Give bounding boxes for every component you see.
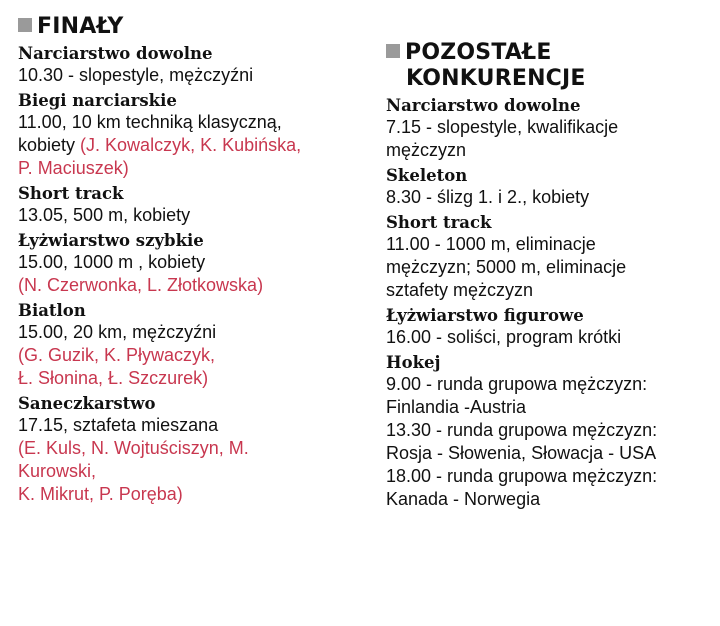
athlete-names: (G. Guzik, K. Pływaczyk, — [18, 345, 216, 365]
event-text — [386, 116, 716, 162]
athlete-names: (J. Kowalczyk, K. Kubińska, — [80, 135, 302, 155]
event-line: kobiety — [18, 135, 81, 155]
event-text — [18, 321, 368, 390]
event-line: Rosja - Słowenia, Słowacja - USA — [386, 443, 657, 463]
sport-name: Short track — [18, 184, 124, 203]
event-line: 11.00 - 1000 m, eliminacje — [386, 234, 596, 254]
event-line: 15.00, 20 km, mężczyźni — [18, 322, 217, 342]
event-line: Finlandia -Austria — [386, 397, 527, 417]
event-text: 16.00 - soliści, program krótki — [386, 327, 622, 347]
finals-title: FINAŁY — [37, 14, 124, 39]
event-text — [386, 373, 716, 511]
event-line: 11.00, 10 km techniką klasyczną, — [18, 112, 282, 132]
gray-square-icon — [18, 18, 32, 32]
event-text: 13.05, 500 m, kobiety — [18, 205, 191, 225]
other-events-heading — [386, 40, 716, 92]
sport-name: Skeleton — [386, 166, 468, 185]
event-text — [18, 251, 368, 297]
event-line: mężczyzn; 5000 m, eliminacje — [386, 257, 627, 277]
sport-name: Biatlon — [18, 301, 86, 320]
gray-square-icon — [386, 44, 400, 58]
event-text: 8.30 - ślizg 1. i 2., kobiety — [386, 187, 590, 207]
sport-name: Hokej — [386, 353, 441, 372]
event-line: 18.00 - runda grupowa mężczyzn: — [386, 466, 658, 486]
event-text — [386, 233, 716, 302]
sport-name: Łyżwiarstwo figurowe — [386, 306, 584, 325]
sport-name: Narciarstwo dowolne — [18, 44, 213, 63]
event-line: 17.15, sztafeta mieszana — [18, 415, 219, 435]
other-events-column — [386, 0, 716, 511]
event-line: 7.15 - slopestyle, kwalifikacje — [386, 117, 619, 137]
athlete-names: (E. Kuls, N. Wojtuściszyn, M. — [18, 438, 249, 458]
other-title-line1: POZOSTAŁE — [405, 40, 552, 65]
event-line: 13.30 - runda grupowa mężczyzn: — [386, 420, 658, 440]
event-text — [18, 111, 368, 180]
event-line: Kanada - Norwegia — [386, 489, 541, 509]
sport-name: Saneczkarstwo — [18, 394, 156, 413]
sport-name: Biegi narciarskie — [18, 91, 177, 110]
athlete-names: P. Maciuszek) — [18, 158, 129, 178]
athlete-names: K. Mikrut, P. Poręba) — [18, 484, 183, 504]
event-line: 15.00, 1000 m , kobiety — [18, 252, 206, 272]
event-line: 9.00 - runda grupowa mężczyzn: — [386, 374, 648, 394]
event-line: mężczyzn — [386, 140, 467, 160]
event-line: sztafety mężczyzn — [386, 280, 534, 300]
finals-column — [18, 0, 368, 506]
athlete-names: Ł. Słonina, Ł. Szczurek) — [18, 368, 209, 388]
event-text — [18, 414, 368, 506]
other-title-line2: KONKURENCJE — [406, 66, 586, 91]
finals-heading — [18, 14, 368, 40]
sport-name: Narciarstwo dowolne — [386, 96, 581, 115]
athlete-names: (N. Czerwonka, L. Złotkowska) — [18, 275, 264, 295]
event-text: 10.30 - slopestyle, mężczyźni — [18, 65, 254, 85]
sport-name: Short track — [386, 213, 492, 232]
sport-name: Łyżwiarstwo szybkie — [18, 231, 204, 250]
athlete-names: Kurowski, — [18, 461, 97, 481]
